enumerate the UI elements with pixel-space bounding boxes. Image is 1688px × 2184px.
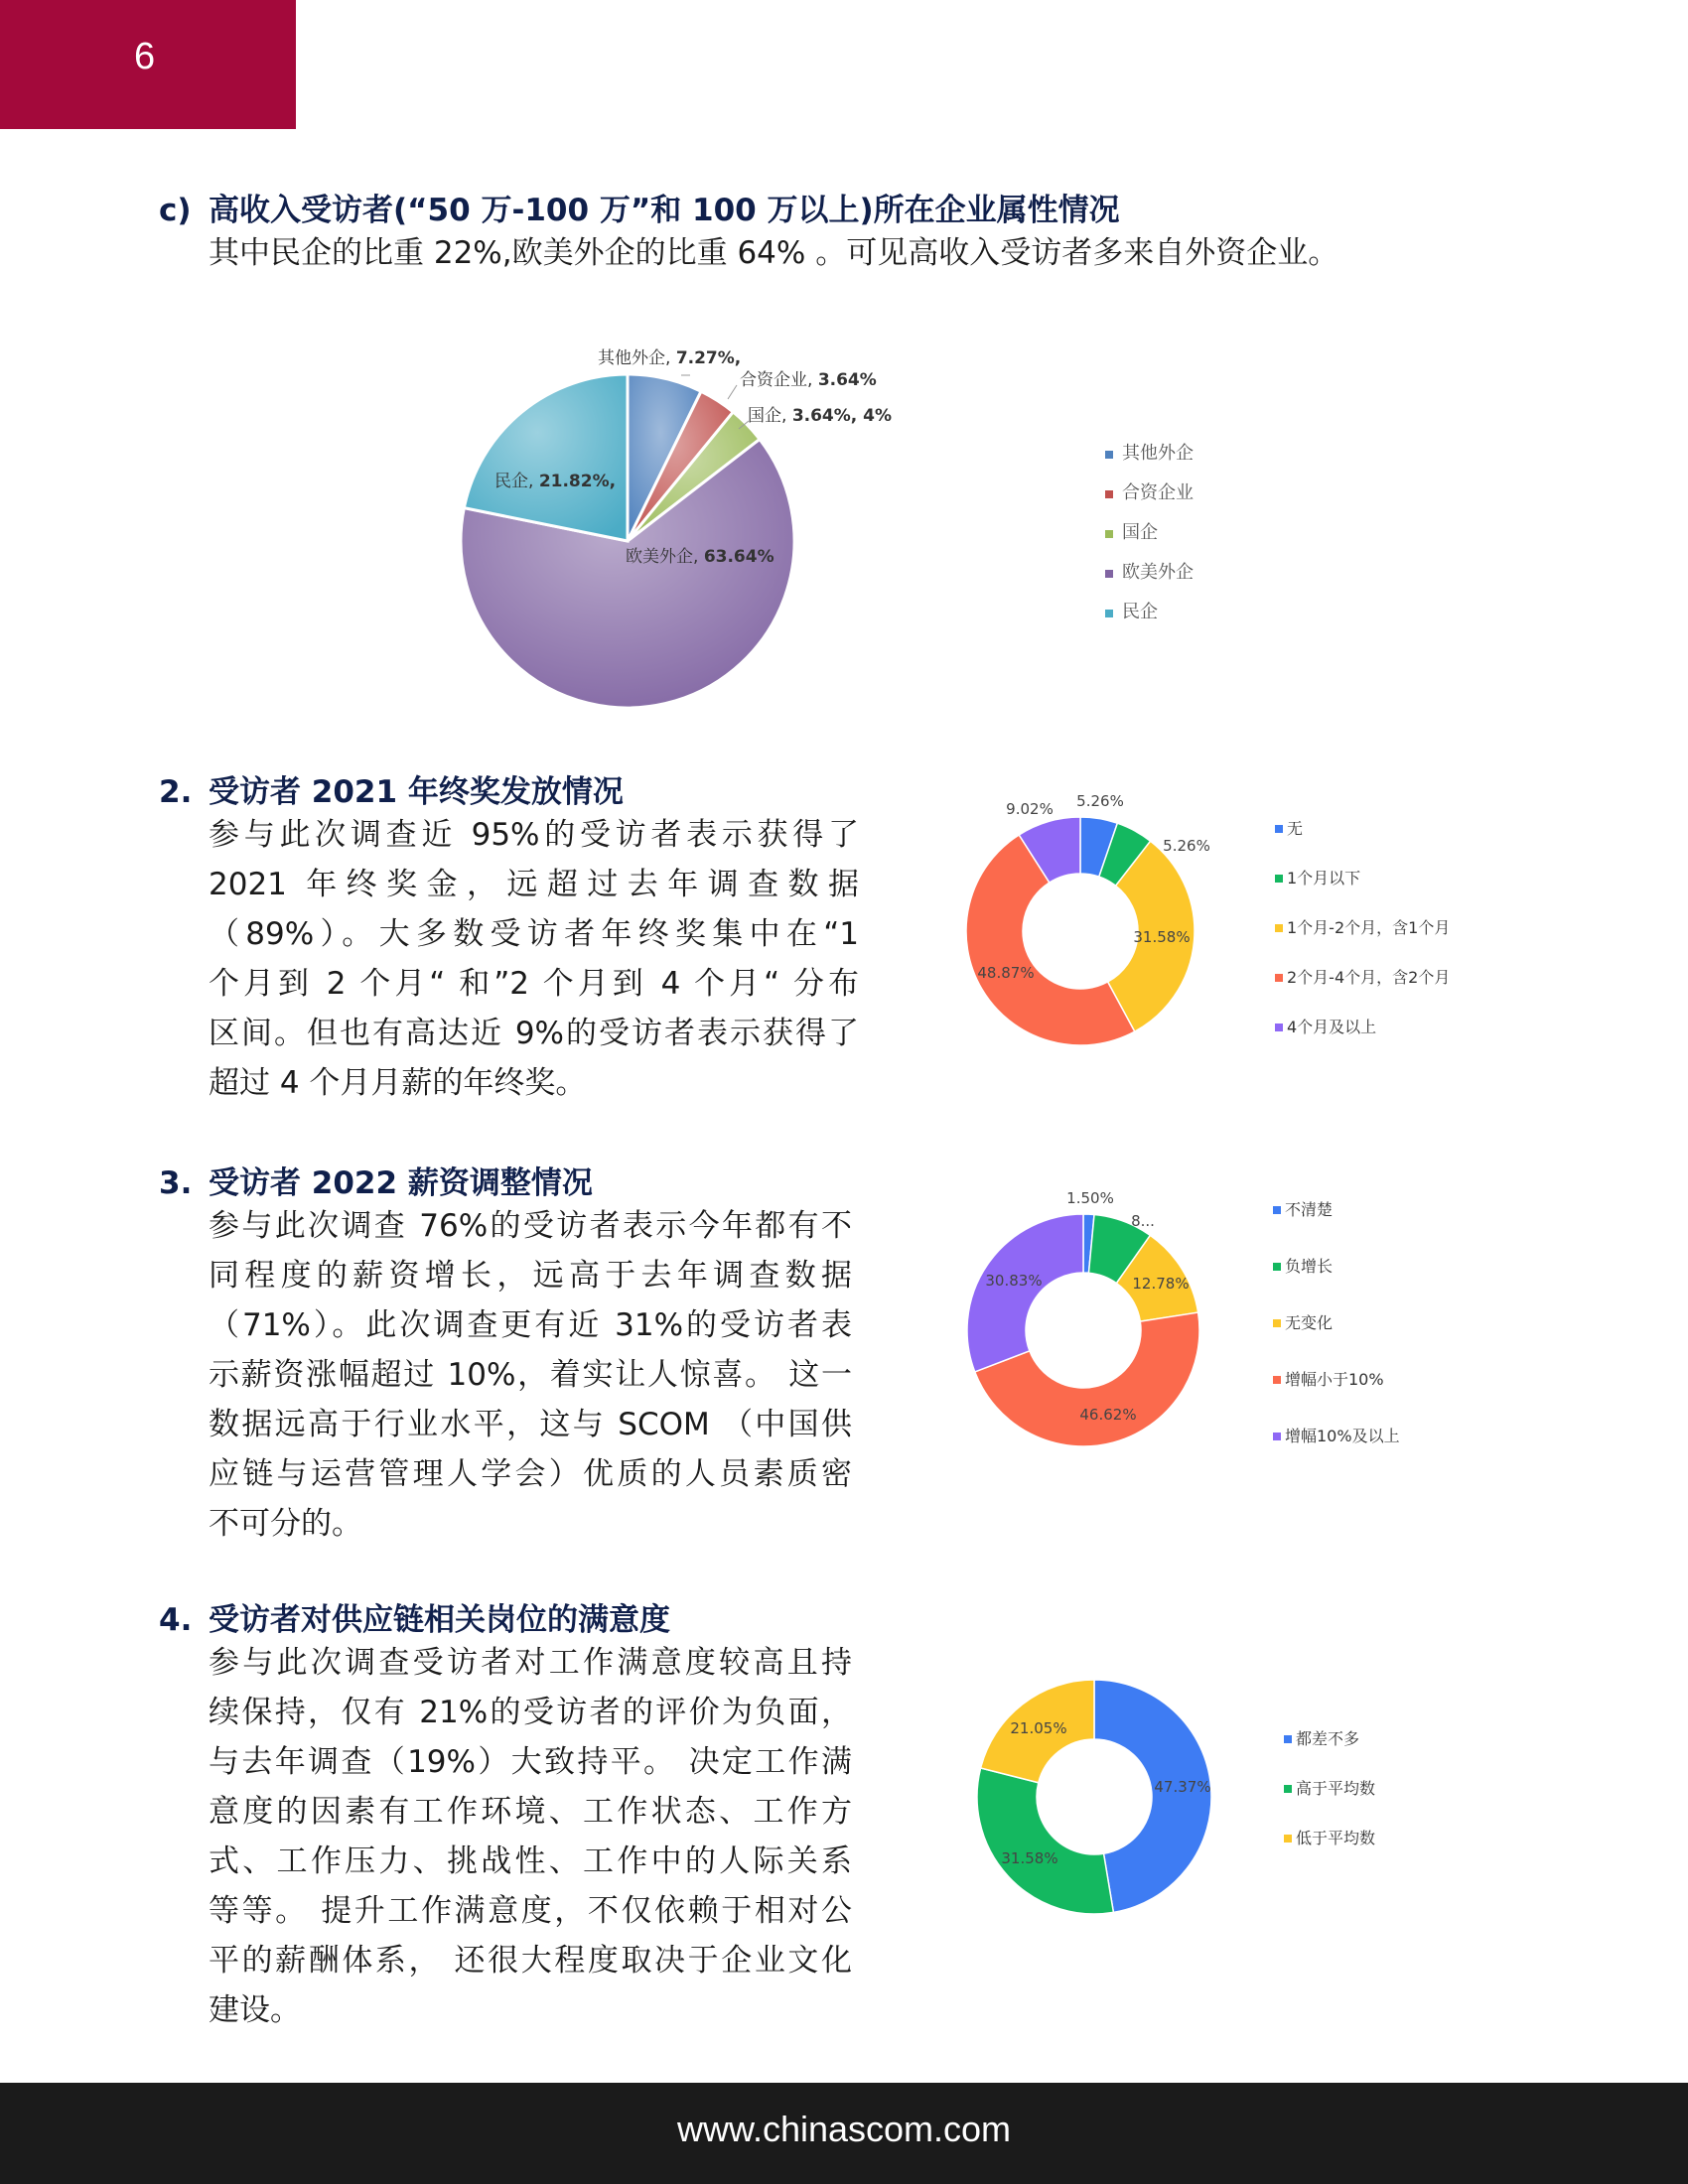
section-3-title: 受访者 2022 薪资调整情况 xyxy=(209,1165,593,1201)
section-2-number: 2. xyxy=(159,774,193,810)
legend-label-2: 合资企业 xyxy=(1122,482,1194,503)
donut-legend xyxy=(1284,1729,1375,1847)
legend-swatch xyxy=(1273,1263,1281,1271)
pie-data-label-4: 欧美外企, 63.64% xyxy=(626,547,774,567)
donut-slice-2 xyxy=(977,1768,1113,1914)
paragraph-line: 建设。 xyxy=(209,1992,301,2028)
section-c-text xyxy=(209,228,1338,278)
section-4-number: 4. xyxy=(159,1602,193,1638)
legend-swatch xyxy=(1273,1206,1281,1214)
legend-swatch xyxy=(1275,974,1283,982)
section-2-heading xyxy=(159,766,624,811)
paragraph-line: 参与此次调查 76%的受访者表示今年都有不 xyxy=(209,1208,852,1244)
section-3-heading xyxy=(159,1158,593,1202)
legend-swatch xyxy=(1275,1024,1283,1031)
pie-data-label-5: 民企, 21.82%, xyxy=(494,472,617,491)
section-c-label: c) xyxy=(159,193,192,228)
donut-data-label-1: 5.26% xyxy=(1076,792,1124,810)
section-4-title: 受访者对供应链相关岗位的满意度 xyxy=(209,1602,670,1638)
page-number-badge xyxy=(0,0,296,129)
donut-data-label-1: 47.37% xyxy=(1154,1778,1211,1796)
paragraph-line: 参与此次调查受访者对工作满意度较高且持 xyxy=(209,1645,852,1681)
paragraph-line: 与去年调查（19%）大致持平。 决定工作满 xyxy=(209,1744,852,1780)
footer-bar xyxy=(0,2083,1688,2184)
legend-swatch xyxy=(1105,570,1113,578)
donut-legend xyxy=(1275,819,1450,1036)
donut-data-label-4: 46.62% xyxy=(1079,1406,1137,1424)
legend-swatch xyxy=(1105,451,1113,459)
legend-swatch xyxy=(1273,1319,1281,1327)
legend-label-5: 4个月及以上 xyxy=(1287,1018,1377,1036)
footer-url: www.chinascom.com xyxy=(676,2109,1012,2149)
paragraph-line: 超过 4 个月月薪的年终奖。 xyxy=(209,1065,587,1101)
paragraph-line: 续保持，仅有 21%的受访者的评价为负面， xyxy=(209,1695,852,1730)
legend-label-5: 增幅10%及以上 xyxy=(1285,1427,1400,1445)
legend-label-2: 负增长 xyxy=(1285,1257,1334,1276)
legend-swatch xyxy=(1284,1785,1292,1793)
legend-label-2: 高于平均数 xyxy=(1296,1779,1376,1798)
donut-data-label-2: 31.58% xyxy=(1001,1849,1058,1867)
legend-swatch xyxy=(1105,610,1113,617)
pie-legend xyxy=(1105,443,1194,622)
pie-data-label-3: 国企, 3.64%, 4% xyxy=(748,406,893,426)
chart-year-end-bonus-donut xyxy=(943,774,1499,1072)
legend-swatch xyxy=(1275,875,1283,883)
paragraph-line: 示薪资涨幅超过 10%，着实让人惊喜。 这一 xyxy=(209,1357,852,1393)
legend-label-3: 1个月-2个月，含1个月 xyxy=(1287,918,1451,937)
paragraph-line: 其中民企的比重 22%,欧美外企的比重 64% 。可见高收入受访者多来自外资企业。 xyxy=(209,235,1339,271)
chart-salary-adjustment-donut xyxy=(943,1171,1499,1469)
donut-data-label-5: 30.83% xyxy=(985,1272,1043,1290)
paragraph-line: 平的薪酬体系， 还很大程度取决于企业文化 xyxy=(209,1943,852,1979)
paragraph-line: 个月到 2 个月“ 和”2 个月到 4 个月“ 分布 xyxy=(209,966,859,1002)
donut-data-label-2: 5.26% xyxy=(1163,837,1210,855)
donut-slice-1 xyxy=(1094,1680,1211,1912)
section-4-heading xyxy=(159,1594,670,1639)
donut-data-label-2: 8... xyxy=(1131,1212,1155,1230)
paragraph-line: （89%）。大多数受访者年终奖集中在“1 xyxy=(209,916,859,952)
donut-data-label-3: 31.58% xyxy=(1133,928,1191,946)
paragraph-line: 同程度的薪资增长，远高于去年调查数据 xyxy=(209,1258,852,1294)
legend-swatch xyxy=(1284,1835,1292,1843)
pie-leader-line xyxy=(728,385,737,399)
paragraph-line: （71%）。此次调查更有近 31%的受访者表 xyxy=(209,1307,852,1343)
section-4-text xyxy=(209,1638,852,2035)
legend-label-1: 无 xyxy=(1287,819,1304,838)
paragraph-line: 区间。但也有高达近 9%的受访者表示获得了 xyxy=(209,1016,859,1051)
legend-label-1: 其他外企 xyxy=(1122,443,1194,464)
section-3-text xyxy=(209,1201,852,1549)
donut-data-label-1: 1.50% xyxy=(1066,1189,1114,1207)
section-2-title: 受访者 2021 年终奖发放情况 xyxy=(209,774,624,810)
legend-swatch xyxy=(1105,530,1113,538)
chart-job-satisfaction-donut xyxy=(943,1668,1499,1946)
legend-swatch xyxy=(1275,924,1283,932)
legend-label-1: 不清楚 xyxy=(1285,1200,1334,1219)
donut-data-label-3: 21.05% xyxy=(1010,1719,1067,1737)
donut-data-label-4: 48.87% xyxy=(977,964,1035,982)
paragraph-line: 2021 年终奖金，远超过去年调查数据 xyxy=(209,867,859,902)
section-c-heading xyxy=(159,185,1120,229)
legend-swatch xyxy=(1284,1735,1292,1743)
donut-data-label-3: 12.78% xyxy=(1132,1275,1190,1293)
donut-data-label-5: 9.02% xyxy=(1006,800,1054,818)
paragraph-line: 式、工作压力、挑战性、工作中的人际关系 xyxy=(209,1843,852,1879)
legend-swatch xyxy=(1275,825,1283,833)
legend-label-5: 民企 xyxy=(1122,602,1158,622)
paragraph-line: 不可分的。 xyxy=(209,1506,362,1542)
legend-swatch xyxy=(1105,490,1113,498)
paragraph-line: 数据远高于行业水平，这与 SCOM （中国供 xyxy=(209,1407,852,1442)
section-2-text xyxy=(209,810,859,1108)
paragraph-line: 应链与运营管理人学会）优质的人员素质密 xyxy=(209,1456,852,1492)
section-c-title: 高收入受访者(“50 万-100 万”和 100 万以上)所在企业属性情况 xyxy=(209,193,1120,228)
donut-legend xyxy=(1273,1200,1400,1445)
legend-swatch xyxy=(1273,1433,1281,1440)
page-number: 6 xyxy=(134,36,156,77)
legend-label-2: 1个月以下 xyxy=(1287,869,1361,887)
chart-company-type-pie xyxy=(437,328,1430,725)
legend-label-3: 国企 xyxy=(1122,522,1158,543)
paragraph-line: 等等。 提升工作满意度，不仅依赖于相对公 xyxy=(209,1893,852,1929)
pie-data-label-2: 合资企业, 3.64% xyxy=(740,370,877,390)
legend-label-4: 欧美外企 xyxy=(1122,562,1194,583)
legend-swatch xyxy=(1273,1376,1281,1384)
pie-data-label-1: 其他外企, 7.27%, xyxy=(598,348,742,368)
paragraph-line: 参与此次调查近 95%的受访者表示获得了 xyxy=(209,817,859,853)
paragraph-line: 意度的因素有工作环境、工作状态、工作方 xyxy=(209,1794,852,1830)
legend-label-4: 2个月-4个月，含2个月 xyxy=(1287,968,1451,987)
legend-label-3: 低于平均数 xyxy=(1296,1829,1376,1847)
legend-label-1: 都差不多 xyxy=(1296,1729,1360,1748)
donut-slice-5 xyxy=(967,1214,1083,1372)
legend-label-3: 无变化 xyxy=(1285,1313,1334,1332)
section-3-number: 3. xyxy=(159,1165,193,1201)
donut-slices xyxy=(977,1680,1211,1914)
legend-label-4: 增幅小于10% xyxy=(1285,1370,1384,1389)
